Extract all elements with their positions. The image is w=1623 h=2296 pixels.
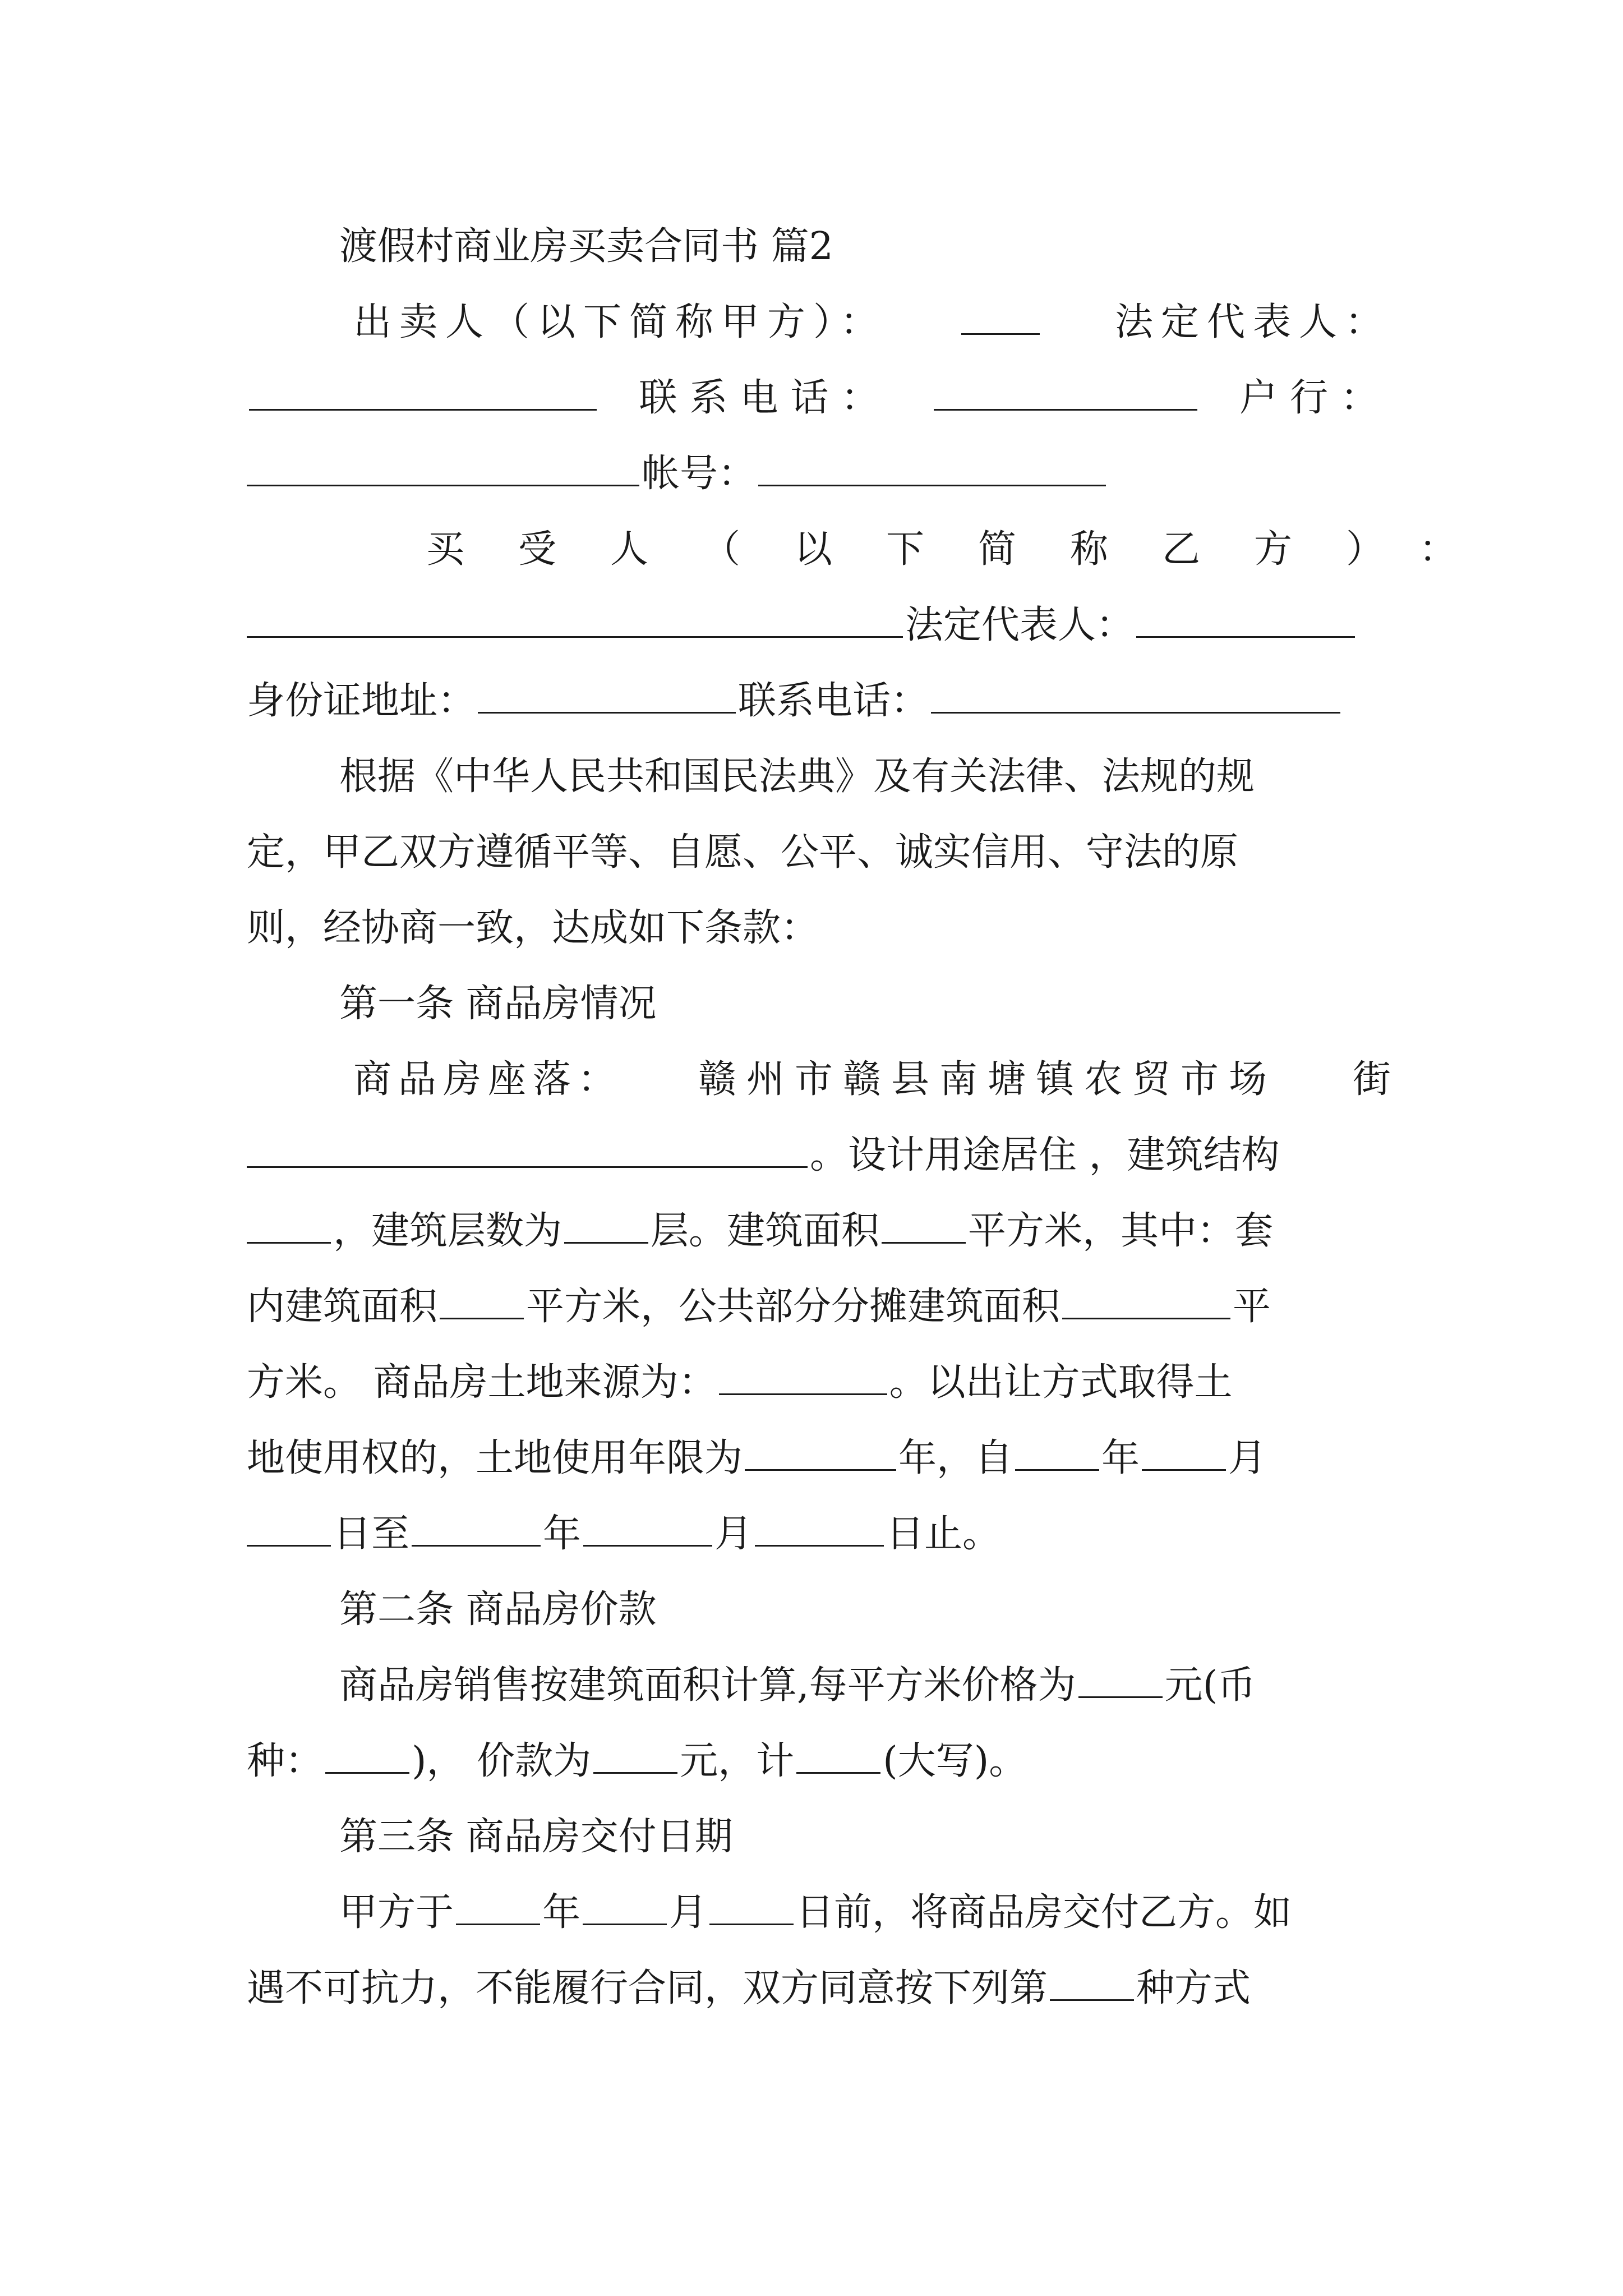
area-blank[interactable] [882,1206,966,1244]
seller-phone-label: 联系电话： [639,376,892,420]
end-day-blank[interactable] [755,1509,884,1547]
start-month-text: 月 [1228,1436,1267,1480]
seller-label: 出卖人（以下简称甲方）： [353,300,887,344]
term-years-blank[interactable] [745,1433,896,1471]
article-2-price-line [247,1658,1391,1714]
floors-text-a: ，建筑层数为 [333,1209,562,1253]
price-text-a: 商品房销售按建筑面积计算,每平方米价格为 [339,1663,1076,1708]
currency-blank[interactable] [325,1736,409,1774]
seller-line-1 [247,295,1391,351]
buyer-phone-blank[interactable] [931,676,1340,714]
total-uppercase-blank[interactable] [796,1736,880,1774]
buyer-rep-label: 法定代表人： [905,603,1135,647]
term-text-b: ，自 [937,1436,1013,1480]
document-title [247,219,1391,275]
article-1-source-line [247,1355,1391,1411]
buyer-id-addr-label: 身份证地址： [247,679,476,723]
start-year-blank[interactable] [1015,1433,1099,1471]
seller-phone-blank[interactable] [934,373,1197,411]
intro-text-2: 定，甲乙双方遵循平等、自愿、公平、诚实信用、守法的原 [247,830,1239,875]
day-to-text: 日至 [333,1512,410,1556]
term-text-a: 地使用权的，土地使用年限为 [247,1436,743,1480]
seller-line-3 [247,446,1391,502]
source-text-a: 方米。 商品房土地来源为： [247,1360,717,1405]
price-text-b: 元(币 [1164,1663,1256,1708]
buyer-phone-label: 联系电话： [738,679,929,723]
location-value: 赣州市赣县南塘镇农贸市场 [698,1057,1277,1102]
inner-text-c: 平 [1233,1285,1271,1329]
floors-blank[interactable] [564,1206,648,1244]
term-year-text: 年 [898,1436,937,1480]
buyer-line-3 [247,673,1391,729]
article-3-heading [247,1809,1391,1865]
buyer-line-1 [247,522,1511,578]
seller-bank-blank[interactable] [247,449,639,486]
article-1-term-end-line [247,1506,1391,1562]
delivery-year-text: 年 [542,1890,581,1935]
use-text: 。设计用途居住 ，建筑结构 [810,1133,1280,1177]
total-text-c: 元，计 [680,1739,795,1783]
intro-line-3 [247,900,1391,956]
intro-text-1: 根据《中华人民共和国民法典》及有关法律、法规的规 [339,754,1255,799]
start-day-blank[interactable] [247,1509,331,1547]
article-1-floors-line [247,1203,1391,1259]
buyer-rep-blank[interactable] [1136,600,1355,638]
delivery-month-blank[interactable] [583,1888,667,1925]
shared-area-blank[interactable] [1062,1282,1230,1319]
total-price-blank[interactable] [593,1736,677,1774]
inner-text-b: 平方米，公共部分分摊建筑面积 [526,1285,1061,1329]
source-text-b: 。以出让方式取得土 [889,1360,1233,1405]
article-2-heading [247,1582,1391,1638]
seller-name-blank[interactable] [961,297,1040,335]
delivery-day-blank[interactable] [709,1888,794,1925]
article-1-heading [247,976,1391,1032]
seller-account-blank[interactable] [758,449,1106,486]
location-label: 商品房座落： [353,1057,623,1102]
total-text-d: (大写)。 [883,1739,1027,1783]
intro-text-3: 则，经协商一致，达成如下条款： [247,906,819,950]
intro-line-2 [247,825,1391,881]
article-3-date-line [247,1885,1391,1941]
article-1-inner-line [247,1279,1391,1335]
method-choice-blank[interactable] [1050,1963,1134,2001]
buyer-id-addr-blank[interactable] [478,676,736,714]
street-blank[interactable] [247,1130,808,1168]
end-year-blank[interactable] [412,1509,541,1547]
delivery-year-blank[interactable] [456,1888,540,1925]
buyer-label: 买受人（以下简称乙方）： [426,527,1511,572]
unit-price-blank[interactable] [1078,1660,1163,1698]
article-1-heading-text: 第一条 商品房情况 [339,982,657,1026]
delivery-text-d: 日前，将商品房交付乙方。如 [796,1890,1292,1935]
land-source-blank[interactable] [719,1358,887,1395]
structure-blank[interactable] [247,1206,331,1244]
seller-rep-blank[interactable] [249,373,597,411]
article-3-force-line [247,1961,1391,2017]
article-2-total-line [247,1733,1391,1789]
end-month-text: 月 [714,1512,753,1556]
delivery-month-text: 月 [669,1890,708,1935]
buyer-name-blank[interactable] [247,600,903,638]
force-text-b: 种方式 [1136,1966,1251,2010]
intro-line-1 [247,749,1391,805]
end-month-blank[interactable] [583,1509,712,1547]
floors-text-b: 层。建筑面积 [651,1209,880,1253]
force-text-a: 遇不可抗力，不能履行合同，双方同意按下列第 [247,1966,1048,2010]
location-street: 街 [1352,1057,1391,1102]
area-unit-text: 平方米，其中：套 [968,1209,1274,1253]
day-end-text: 日止。 [886,1512,1001,1556]
seller-bank-label: 户行： [1239,376,1391,420]
article-1-location-line [247,1052,1391,1108]
start-month-blank[interactable] [1142,1433,1226,1471]
article-3-heading-text: 第三条 商品房交付日期 [339,1815,733,1859]
delivery-text-a: 甲方于 [339,1890,454,1935]
inner-text-a: 内建筑面积 [247,1285,438,1329]
seller-account-label: 帐号： [642,452,757,496]
total-text-a: 种： [247,1739,324,1783]
buyer-line-2 [247,597,1391,654]
seller-line-2 [247,370,1391,426]
inner-area-blank[interactable] [440,1282,524,1319]
title-text: 渡假村商业房买卖合同书 篇2 [339,224,833,269]
article-1-term-line [247,1430,1391,1487]
total-text-b: )， 价款为 [412,1739,592,1783]
article-1-use-line [247,1128,1391,1184]
article-2-heading-text: 第二条 商品房价款 [339,1588,657,1632]
end-year-text: 年 [543,1512,582,1556]
start-year-text: 年 [1101,1436,1140,1480]
seller-rep-label: 法定代表人： [1114,300,1391,344]
